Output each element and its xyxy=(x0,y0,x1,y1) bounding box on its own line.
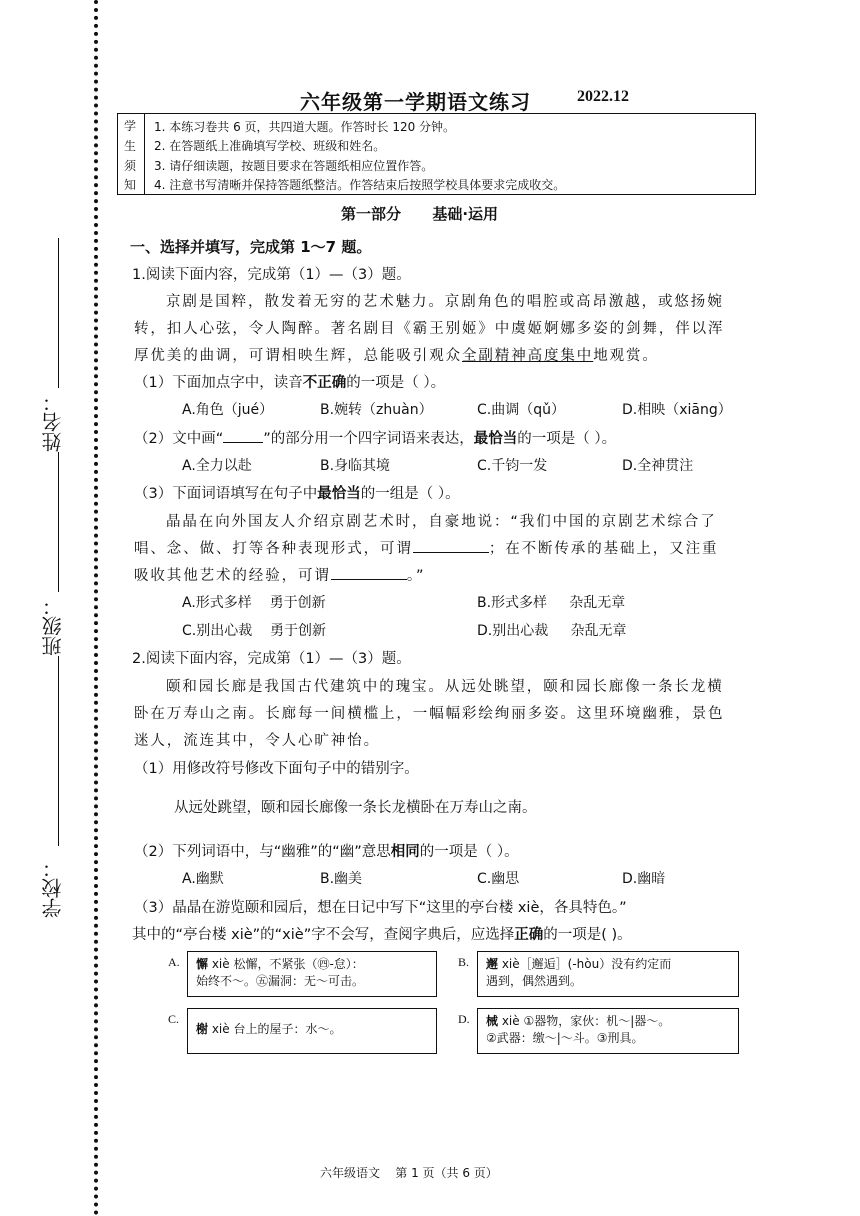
class-extra-line xyxy=(58,656,59,846)
q2-passage-line: 迷人，流连其中，令人心旷神怡。 xyxy=(134,733,380,749)
notice-item: 2. 在答题纸上准确填写学校、班级和姓名。 xyxy=(154,139,386,153)
notice-item: 1. 本练习卷共 6 页，共四道大题。作答时长 120 分钟。 xyxy=(154,120,456,134)
dict-headword: 懈 xyxy=(196,957,209,971)
q1-intro: 1.阅读下面内容，完成第（1）—（3）题。 xyxy=(132,267,411,283)
q2-sub3-prompt-line: （3）晶晶在游览颐和园后，想在日记中写下“这里的亭台楼 xiè，各具特色。” xyxy=(134,900,627,916)
q1-sub1-prompt: （1）下面加点字中，读音不正确的一项是（ ）。 xyxy=(134,375,446,391)
class-label: 班级： xyxy=(41,596,65,656)
q1-sub1-option-d[interactable]: D.相映（xiāng） xyxy=(622,402,732,418)
q2-sub3-prompt-line: 其中的“亭台楼 xiè”的“xiè”字不会写，查阅字典后，应选择正确的一项是( )。 xyxy=(132,927,632,943)
dict-headword: 邂 xyxy=(486,957,499,971)
q2-passage-line: 颐和园长廊是我国古代建筑中的瑰宝。从远处眺望，颐和园长廊像一条长龙横 xyxy=(166,679,724,695)
q1-sub2-option-b[interactable]: B.身临其境 xyxy=(320,458,391,474)
emphasis: 相同 xyxy=(390,844,420,860)
notice-label-char: 学 xyxy=(124,119,137,133)
q1-sub3-option-d[interactable]: D.别出心裁 杂乱无章 xyxy=(477,623,627,639)
q1-sub2-option-c[interactable]: C.千钧一发 xyxy=(477,458,548,474)
notice-label-char: 知 xyxy=(124,178,137,192)
q1-sub2-option-d[interactable]: D.全神贯注 xyxy=(622,458,694,474)
page-title: 六年级第一学期语文练习 xyxy=(300,90,531,114)
q1-passage-line: 厚优美的曲调，可谓相映生辉，总能吸引观众全副精神高度集中地观赏。 xyxy=(134,348,659,364)
notice-item: 3. 请仔细读题，按题目要求在答题纸相应位置作答。 xyxy=(154,159,434,173)
q2-sub2-option-b[interactable]: B.幽美 xyxy=(320,871,363,887)
dict-headword: 榭 xyxy=(196,1022,209,1036)
dict-option-d[interactable]: 械 xiè ①器物，家伙：机～|器～。 ②武器：缴～|～斗。③刑具。 xyxy=(477,1008,739,1054)
q2-sub2-prompt: （2）下列词语中，与“幽雅”的“幽”意思相同的一项是（ ）。 xyxy=(134,844,519,860)
dict-option-letter: A. xyxy=(168,955,180,969)
fill-blank[interactable] xyxy=(331,579,407,580)
notice-label-column xyxy=(118,114,145,194)
underlined-phrase: 全副精神高度集中 xyxy=(462,348,594,364)
name-write-line[interactable] xyxy=(58,238,59,388)
q1-sub3-text-line: 吸收其他艺术的经验，可谓 。” xyxy=(134,568,426,584)
q1-sub3-option-b[interactable]: B.形式多样 杂乱无章 xyxy=(477,595,626,611)
q2-sub2-option-d[interactable]: D.幽暗 xyxy=(622,871,666,887)
exam-date: 2022.12 xyxy=(577,88,629,105)
binding-dotted-line xyxy=(94,0,98,1216)
q1-sub1-option-a[interactable]: A.角色（jué） xyxy=(182,402,274,418)
emphasis: 最恰当 xyxy=(317,486,361,502)
q2-intro: 2.阅读下面内容，完成第（1）—（3）题。 xyxy=(132,651,411,667)
q1-passage-line: 京剧是国粹，散发着无穷的艺术魅力。京剧角色的唱腔或高昂激越，或悠扬婉 xyxy=(166,294,724,310)
dict-option-letter: B. xyxy=(458,955,470,969)
dict-headword: 械 xyxy=(486,1014,499,1028)
notice-item: 4. 注意书写清晰并保持答题纸整洁。作答结束后按照学校具体要求完成收交。 xyxy=(154,178,566,192)
class-write-line[interactable] xyxy=(58,452,59,592)
q1-sub2-prompt: （2）文中画“ ”的部分用一个四字词语来表达，最恰当的一项是（ ）。 xyxy=(134,431,617,447)
q1-sub3-option-c[interactable]: C.别出心裁 勇于创新 xyxy=(182,623,327,639)
student-notice-box xyxy=(117,113,756,195)
q1-sub2-option-a[interactable]: A.全力以赴 xyxy=(182,458,252,474)
q1-sub1-option-c[interactable]: C.曲调（qǔ） xyxy=(477,402,565,418)
school-label: 学校： xyxy=(41,858,65,918)
section-heading: 一、选择并填写，完成第 1～7 题。 xyxy=(130,238,372,256)
page-footer: 六年级语文 第 1 页（共 6 页） xyxy=(320,1166,498,1180)
name-label: 姓名： xyxy=(41,392,65,452)
notice-label-char: 生 xyxy=(124,139,137,153)
dict-option-c[interactable]: 榭 xiè 台上的屋子：水～。 xyxy=(187,1008,437,1054)
q1-sub3-prompt: （3）下面词语填写在句子中最恰当的一组是（ ）。 xyxy=(134,486,460,502)
q1-sub3-option-a[interactable]: A.形式多样 勇于创新 xyxy=(182,595,326,611)
q1-sub3-text-line: 晶晶在向外国友人介绍京剧艺术时，自豪地说：“我们中国的京剧艺术综合了 xyxy=(166,514,717,530)
emphasis: 最恰当 xyxy=(473,431,518,447)
blank-line xyxy=(223,442,263,443)
dict-option-a[interactable]: 懈 xiè 松懈，不紧张（㊃-怠）： 始终不～。㊄漏洞：无～可击。 xyxy=(187,951,437,997)
dict-option-letter: C. xyxy=(168,1012,180,1026)
q2-sub2-option-a[interactable]: A.幽默 xyxy=(182,871,224,887)
q2-sub1-sentence: 从远处跳望，颐和园长廊像一条长龙横卧在万寿山之南。 xyxy=(174,800,537,816)
emphasis: 正确 xyxy=(514,927,544,943)
q2-sub2-option-c[interactable]: C.幽思 xyxy=(477,871,520,887)
dict-option-b[interactable]: 邂 xiè［邂逅］(-hòu）没有约定而 遇到，偶然遇到。 xyxy=(477,951,739,997)
q2-passage-line: 卧在万寿山之南。长廊每一间横槛上，一幅幅彩绘绚丽多姿。这里环境幽雅，景色 xyxy=(134,706,725,722)
q1-passage-line: 转，扣人心弦，令人陶醉。著名剧目《霸王别姬》中虞姬婀娜多姿的剑舞，伴以浑 xyxy=(134,321,725,337)
fill-blank[interactable] xyxy=(413,552,489,553)
emphasis: 不正确 xyxy=(302,375,347,391)
notice-label-char: 须 xyxy=(124,159,137,173)
q1-sub3-text-line: 唱、念、做、打等各种表现形式，可谓 ；在不断传承的基础上，又注重 xyxy=(134,541,719,557)
dict-option-letter: D. xyxy=(458,1012,470,1026)
q1-sub1-option-b[interactable]: B.婉转（zhuàn） xyxy=(320,402,433,418)
part-title: 第一部分 基础·运用 xyxy=(341,205,499,223)
q2-sub1-prompt: （1）用修改符号修改下面句子中的错别字。 xyxy=(134,761,419,777)
